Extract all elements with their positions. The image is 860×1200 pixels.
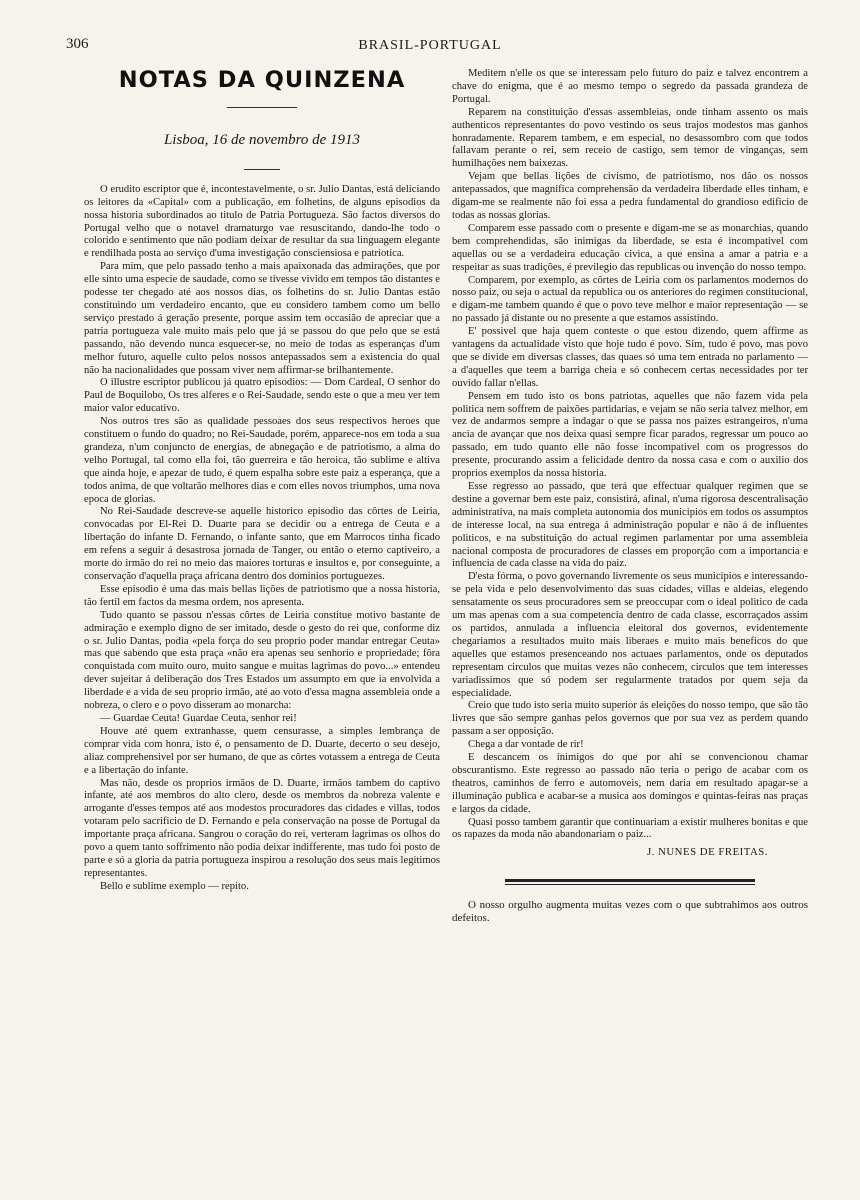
paragraph: Vejam que bellas lições de civismo, de patriotismo, nos dão os nossos antepassados, que magnifica comprehensão da verdadeira liberdade elles tinham, e digam-me se realmente não foi essa a pedra fundamental do grandioso edificio de todas as nossas glorias. xyxy=(452,171,808,221)
author-signature: J. NUNES DE FREITAS. xyxy=(646,846,768,859)
paragraph: Bello e sublime exemplo — repito. xyxy=(100,880,249,892)
paragraph: O illustre escriptor publicou já quatro episodios: — Dom Cardeal, O senhor do Paul de Boquilobo, Os tres alferes e o Rei-Saudade, sendo este o que a meu ver tem maior valor educativo. xyxy=(84,377,440,415)
right-column xyxy=(452,68,808,925)
paragraph: Mas não, desde os proprios irmãos de D. Duarte, irmãos tambem do captivo infante, até aos membros do alto clero, desde os membros da nobreza valente e arrogante d'esses tempos até aos modestos procuradores das cidades e villas, todos votaram pelo sacrificio de D. Fernando e pela conservação na posse de Portugal da importante praça africana. Sangrou o coração do rei, verteram lagrimas os olhos do povo a quem tanto soffrimento não podia deixar indifferente, mas tudo foi posto de parte e só a gloria da patria portugueza inspirou a resolução dos seus mais legitimos representantes. xyxy=(84,777,440,879)
dateline-rule xyxy=(244,169,280,170)
paragraph: Meditem n'elle os que se interessam pelo futuro do paiz e talvez encontrem a chave do enigma, que é ao mesmo tempo o segredo da passada grandeza de Portugal. xyxy=(452,68,808,105)
section-title: NOTAS DA QUINZENA xyxy=(118,67,406,93)
paragraph: Pensem em tudo isto os bons patriotas, aquelles que não fazem vida pela politica nem soffrem de paixões partidarias, e vejam se não seria talvez melhor, em vez de andarmos sempre a indagar o que se passa nos paizes estrangeiros, n'uma ancia de avançar que nos deixa quasi sempre ficar parados, regressar um pouco ao passado, em tudo quanto elle não fosse incompativel com os progressos do presente, procurando assim a felicidade dentro da nossa casa e com o auxilio dos proprios exemplos da nossa historia. xyxy=(452,390,808,480)
paragraph: No Rei-Saudade descreve-se aquelle historico episodio das côrtes de Leiria, convocadas por El-Rei D. Duarte para se decidir ou a entrega de Ceuta e a libertação do infante D. Fernando, o infante santo, que em Marrocos tinha ficado em refens a seguir á desastrosa jornada de Tanger, ou então o eterno captiveiro, a morte do irmão do rei no meio das maiores torturas e insultos e, por conseguinte, a conservação d'aquella praça africana dentro dos dominios portuguezes. xyxy=(84,506,440,582)
paragraph: D'esta fórma, o povo governando livremente os seus municipios e interessando-se pela vida e pelo desenvolvimento das suas cidades, villas e aldeias, elegendo sensatamente os seus procuradores sem se preoccupar com o ideal politico de cada um mas apenas com a sua competencia dentro de cada classe, escorraçados assim os partidos, annulada a influencia eleitoral dos governos, evidentemente chegariamos a resultados muito mais liberaes e muito mais beneficos do que aquelles que estamos presenceando nos actuaes parlamentos, onde os deputados representam circulos que muitas vezes não conhecem, circulos que tem interesses variadissimos que só podem ser regularmente tratados por quem seja da especialidade. xyxy=(452,571,808,699)
footnote-aphorism: O nosso orgulho augmenta muitas vezes com o que subtrahimos aos outros defeitos. xyxy=(452,899,808,925)
paragraph: Esse episodio é uma das mais bellas lições de patriotismo que a nossa historia, tão fertil em factos da mesma ordem, nos apresenta. xyxy=(84,583,440,608)
paragraph: Reparem na constituição d'essas assembleias, onde tinham assento os mais authenticos representantes do povo vestindo os seus trajos modestos mas ganhos honradamente. Reparem tambem, e em especial, no desassombro com que todos fallavam perante o rei, sem receio de castigo, sem temor de vinganças, sem humilhações nem baixezas. xyxy=(452,106,808,170)
dateline: Lisboa, 16 de novembro de 1913 xyxy=(163,131,361,148)
paragraph: — Guardae Ceuta! Guardae Ceuta, senhor rei! xyxy=(100,712,297,724)
paragraph: Nos outros tres são as qualidade pessoaes dos seus respectivos heroes que constituem o fundo do quadro; no Rei-Saudade, porém, apparece-nos em toda a sua grandeza, n'um conjuncto de energias, de abnegação e de patriotismo, a alma do velho Portugal, tal como ella foi, tão guerreira e tão heroica, tão sublime e altiva que ainda hoje, e apezar de tudo, é quem espalha sobre este paiz a esperança, que a todos anima, de que voltarão melhores dias e com elles novos triumphos, uma nova epoca de glorias. xyxy=(84,416,440,505)
paragraph: Houve até quem extranhasse, quem censurasse, a simples lembrança de comprar vida com honra, isto é, o pensamento de D. Duarte, decerto o seu desejo, aliaz comprehensivel por ser humano, de que as côrtes votassem a entrega de Ceuta e a libertação do infante. xyxy=(84,725,440,776)
left-column xyxy=(84,68,440,894)
paragraph: Tudo quanto se passou n'essas côrtes de Leiria constitue motivo bastante de admiração e exemplo digno de ser imitado, desde o gesto do rei que, conforme diz o sr. Julio Dantas, podia «pela força do seu proprio poder mandar entregar Ceuta» mas que sabendo que esta praça «não era apenas seu senhorio e propriedade; fôra conquistada com muito ouro, muito sangue e muitas lagrimas do povo...» entendeu dever sujeitar á deliberação dos Tres Estados um assumpto em que ia envolvida a liberdade e a vida de seu proprio irmão, até ao voto d'essa magna assembleia onde a nobreza, o clero e o povo disseram ao monarcha: xyxy=(84,609,440,712)
right-paragraphs xyxy=(452,68,808,842)
page-number: 306 xyxy=(66,36,89,52)
paragraph: Creio que tudo isto seria muito superior ás eleições do nosso tempo, que são tão livres que são sempre ganhas pelos governos que por sua vez as perdem quando passam a ser opposição. xyxy=(452,700,808,738)
running-title: BRASIL-PORTUGAL xyxy=(358,38,502,53)
paragraph: Para mim, que pelo passado tenho a mais apaixonada das admirações, que por elle sinto uma especie de saudade, como se tivesse vivido em tempos tão distantes e podesse ter chegado até aos nossos dias, os folhetins do sr. Julio Dantas estão constituindo um verdadeiro encanto, que eu considero tambem como um bello serviço prestado á geração presente, porque assim tem occasião de apreciar que a patria portugueza vale muito mais pelo que já se passou do que pelo que se está passando, não devendo nunca esquecer-se, no meio de todas as esperanças d'um melhor futuro, aquelle culto pelos nossos antepassados sem a existencia do qual não ha nacionalidades que possam viver nem affirmar-se brilhantemente. xyxy=(84,261,440,376)
title-rule xyxy=(227,107,297,108)
paragraph: Comparem esse passado com o presente e digam-me se as monarchias, quando bem comprehendidas, são inimigas da liberdade, se esta é incompativel com aquellas ou se a verdadeira educação civica, a que ensina a amar a patria e a respeitar as suas tradições, é previlegio das republicas ou invenção do nosso tempo. xyxy=(452,222,808,273)
paragraph: Comparem, por exemplo, as côrtes de Leiria com os parlamentos modernos do nosso paiz, ou seja o actual da republica ou os anteriores do regimen constitucional, e digam-me tambem quando é que o povo teve melhor e maior representação — se no passado já distante ou no presente a que estamos assistindo. xyxy=(452,274,808,325)
section-divider xyxy=(505,879,755,885)
paragraph: O erudito escriptor que é, incontestavelmente, o sr. Julio Dantas, está deliciando os leitores da «Capital» com a publicação, em folhetins, de alguns episodios da nossa historia subordinados ao titulo de Patria Portugueza. São factos diversos do Portugal velho que o notavel dramaturgo vae resuscitando, dando-lhe todo o colorido e sentimento que não podiam deixar de resultar da sua linguagem elegante e rendilhada posta ao serviço d'uma investigação consciensiosa e patriotica. xyxy=(84,183,440,260)
paragraph: E' possivel que haja quem conteste o que estou dizendo, quem affirme as vantagens da actualidade visto que hoje tudo é povo. Sim, tudo é povo, mas povo que se divide em diversas classes, das quaes só uma tem entrada no parlamento — a d'aquelles que teem a barriga cheia e só conhecem certas necessidades por ter ouvido fallar n'ellas. xyxy=(452,326,808,389)
paragraph: Esse regresso ao passado, que terá que effectuar qualquer regimen que se destine a governar bem este paiz, consistirá, afinal, n'uma rigorosa descentralisação administrativa, na mais completa autonomia dos municipios em todos os assumptos de interesse local, na sua entrega á administração popular e não á de influentes politicos, e na substituição do actual regimen parlamentar por uma assembleia nacional composta de procuradores de classes em proporção com a importancia e influencia de cada classe na vida do paiz. xyxy=(452,481,808,570)
page-header xyxy=(66,36,794,58)
paragraph: Quasi posso tambem garantir que continuariam a existir mulheres bonitas e que os rapazes da moda não abandonariam o paiz... xyxy=(452,816,808,841)
left-paragraphs xyxy=(84,184,440,894)
paragraph: Chega a dar vontade de rir! xyxy=(468,739,584,751)
paragraph: E descancem os inimigos do que por ahi se convencionou chamar obscurantismo. Este regresso ao passado não teria o perigo de acabar com os theatros, caminhos de ferro e automoveis, nem daria em resultado apagar-se a illuminação publica e acabar-se a musica aos domingos e quintas-feiras nas praças e largos da cidade. xyxy=(452,752,808,815)
